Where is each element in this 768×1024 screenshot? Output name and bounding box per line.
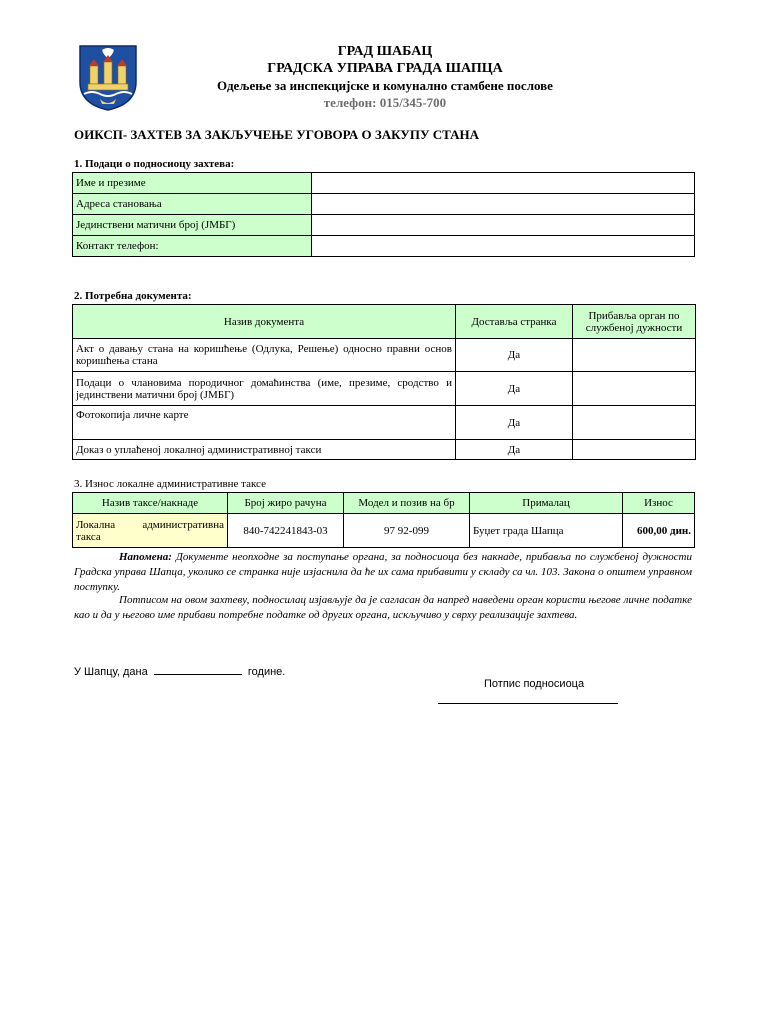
signature-label: Потпис подносиоца bbox=[484, 678, 585, 690]
field-label-jmbg: Јединствени матични број (ЈМБГ) bbox=[73, 215, 312, 236]
document-name: Доказ о уплаћеној локалној административној такси bbox=[73, 440, 456, 460]
document-organ-value[interactable] bbox=[573, 372, 696, 406]
documents-header-name: Назив документа bbox=[73, 305, 456, 339]
section3-title: 3. Износ локалне административне таксе bbox=[74, 478, 266, 490]
document-name: Акт о давању стана на коришћење (Одлука, Решење) односно правни основ коришћења стана bbox=[73, 339, 456, 372]
field-label-address: Адреса становања bbox=[73, 194, 312, 215]
fee-recipient: Буџет града Шапца bbox=[470, 514, 623, 548]
place-date-line bbox=[74, 664, 285, 678]
note-label: Напомена: bbox=[119, 551, 172, 563]
field-input-name[interactable] bbox=[312, 173, 695, 194]
fee-model: 97 92-099 bbox=[344, 514, 470, 548]
date-input-line[interactable] bbox=[154, 664, 242, 675]
documents-header-party: Доставља странка bbox=[456, 305, 573, 339]
fee-header-recipient: Прималац bbox=[470, 493, 623, 514]
city-title: ГРАД ШАБАЦ bbox=[337, 44, 433, 59]
document-name: Фотокопија личне карте bbox=[73, 406, 456, 440]
fee-name: Локална административна такса bbox=[73, 514, 228, 548]
consent-paragraph bbox=[74, 593, 692, 623]
document-party-value: Да bbox=[456, 440, 573, 460]
documents-table bbox=[72, 304, 696, 460]
signature-line[interactable] bbox=[438, 703, 618, 704]
field-input-address[interactable] bbox=[312, 194, 695, 215]
document-party-value: Да bbox=[456, 406, 573, 440]
document-party-value: Да bbox=[456, 339, 573, 372]
note-paragraph bbox=[74, 550, 692, 595]
consent-text: Потписом на овом захтеву, подносилац изјављује да је сагласан да напред наведени орган користи његове личне податке као и да у његово име прибави потребне податке од других органа, искључиво у сврху реализације захтева. bbox=[74, 594, 692, 621]
place-date-prefix: У Шапцу, дана bbox=[74, 666, 148, 678]
fee-header-name: Назив таксе/накнаде bbox=[73, 493, 228, 514]
phone-number: телефон: 015/345-700 bbox=[323, 95, 447, 110]
place-date-suffix: године. bbox=[247, 666, 286, 678]
document-organ-value[interactable] bbox=[573, 339, 696, 372]
administration-title: ГРАДСКА УПРАВА ГРАДА ШАПЦА bbox=[267, 61, 503, 76]
fee-header-model: Модел и позив на бр bbox=[344, 493, 470, 514]
fee-account: 840-742241843-03 bbox=[228, 514, 344, 548]
fee-header-account: Број жиро рачуна bbox=[228, 493, 344, 514]
section2-title: 2. Потребна документа: bbox=[74, 290, 192, 302]
department-title: Одељење за инспекцијске и комунално стамбене послове bbox=[217, 78, 553, 93]
fee-header-amount: Износ bbox=[623, 493, 695, 514]
document-name: Подаци о члановима породичног домаћинства (име, презиме, сродство и јединствени матични број (ЈМБГ) bbox=[73, 372, 456, 406]
fee-amount: 600,00 дин. bbox=[623, 514, 695, 548]
coat-of-arms-logo bbox=[78, 44, 138, 112]
document-organ-value[interactable] bbox=[573, 440, 696, 460]
field-label-name: Име и презиме bbox=[73, 173, 312, 194]
applicant-table bbox=[72, 172, 695, 257]
field-input-jmbg[interactable] bbox=[312, 215, 695, 236]
form-title: ОИКСП- ЗАХТЕВ ЗА ЗАКЉУЧЕЊЕ УГОВОРА О ЗАКУПУ СТАНА bbox=[74, 127, 480, 142]
fee-table bbox=[72, 492, 695, 548]
field-label-phone: Контакт телефон: bbox=[73, 236, 312, 257]
field-input-phone[interactable] bbox=[312, 236, 695, 257]
document-organ-value[interactable] bbox=[573, 406, 696, 440]
note-text: Документе неопходне за поступање органа, за подносиоца без накнаде, прибавља по службеној дужности Градска управа Шапца, уколико се странка није изјаснила да ће их сама прибавити у складу са чл. 103. Закона о општем управном поступку. bbox=[74, 551, 692, 593]
documents-header-organ: Прибавља орган по службеној дужности bbox=[573, 305, 696, 339]
section1-title: 1. Подаци о подносиоцу захтева: bbox=[74, 158, 235, 170]
document-party-value: Да bbox=[456, 372, 573, 406]
